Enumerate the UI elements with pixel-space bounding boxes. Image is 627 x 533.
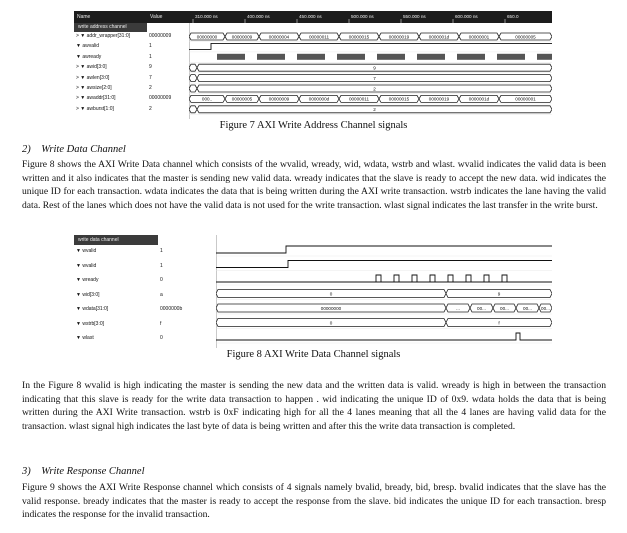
- figure7-row-0-value-label: 00000005: [515, 34, 536, 40]
- figure8-row-2-trace: [426, 275, 439, 282]
- signal-value: 00000009: [149, 33, 172, 39]
- section-heading-write-response: 3) Write Response Channel: [22, 466, 145, 477]
- signal-name: ▼ wid[3:0]: [76, 291, 100, 298]
- figure7-row-4-segment: [189, 75, 197, 82]
- signal-value: 9: [149, 64, 152, 71]
- signal-name: > ▼ awlen[3:0]: [76, 74, 110, 81]
- signal-name: ▼ awready: [76, 53, 102, 60]
- figure7-row-6-value-label: 00000019: [428, 96, 450, 102]
- signal-name: ▼ awvalid: [76, 43, 100, 50]
- figure7-row-6-value-label: 00000001: [515, 96, 536, 102]
- figure7-row-2-pulse: [497, 54, 525, 60]
- signal-name: > ▼ awid[3:0]: [76, 64, 107, 71]
- figure7-row-6-value-label: 0000001d: [468, 96, 490, 102]
- signal-value: 0000000b: [160, 306, 183, 312]
- signal-value: a: [160, 291, 163, 298]
- signal-name: ▼ wready: [76, 277, 99, 283]
- figure7-row-6-value-label: 00000005: [231, 96, 253, 102]
- figure8-row-2-trace: [408, 275, 421, 282]
- signal-name: > ▼ awaddr[31:0]: [76, 95, 116, 102]
- signal-name: ▼ wvalid: [76, 248, 97, 254]
- figure8-row-3-value-label: 9: [497, 291, 501, 297]
- figure8-row-2-trace: [462, 275, 475, 282]
- signal-value: 00000009: [149, 95, 172, 102]
- figure7-row-6-value-label: 0000000d: [308, 96, 330, 102]
- figure8-signal-traces: [216, 235, 552, 348]
- figure8-row-2-trace: [372, 275, 385, 282]
- figure7-row-6-value-label: 00000011: [348, 96, 370, 102]
- figure7-row-5-value-label: 2: [373, 86, 376, 92]
- figure8-row-4-value-label: 00...: [500, 305, 509, 311]
- figure7-row-0-value-label: 0000001d: [428, 34, 450, 40]
- figure7-row-4-value-label: 7: [373, 75, 376, 81]
- signal-value: 2: [149, 85, 152, 91]
- figure7-row-2-pulse: [297, 54, 325, 60]
- signal-value: 1: [149, 43, 152, 50]
- figure7-row-0-value-label: 00000000: [196, 34, 218, 40]
- value-column-header: Value: [147, 11, 189, 23]
- timeline-tick-label: 450.000 ns: [299, 14, 322, 19]
- figure8-row-3-value-label: 0: [329, 291, 333, 297]
- figure7-row-0-value-label: 00000019: [388, 34, 410, 40]
- signal-name: ▼ wdata[31:0]: [76, 306, 109, 312]
- timeline-tick-label: 400.000 ns: [247, 14, 270, 19]
- figure8-row-4-value-label: 00...: [523, 305, 532, 311]
- figure7-row-6-value-label: 000..: [201, 96, 213, 102]
- signal-name: > ▼ awsize[2:0]: [76, 85, 112, 91]
- figure7-row-7-segment: [189, 106, 197, 113]
- timeline-tick-label: 500.000 ns: [351, 14, 374, 19]
- timeline-tick-label: 650.0: [507, 14, 519, 19]
- figure8-row-0-trace: [216, 246, 552, 253]
- figure8-row-2-trace: [480, 275, 493, 282]
- paragraph-figure8-explanation: In the Figure 8 wvalid is high indicating the master is sending the new data and the written data is valid. wready is high in between the transaction indicating that this slave is ready for the write data transaction to happen . wid indicating the unique ID of 0x9. wdata holds the data that is being written during the AXI Write transaction. wstrb is 0xF indicating high for all the 4 lanes meaning that all the 4 lanes are having valid data for the transaction. wlast signal high indicates the last byte of data is being written and after this the write data transaction is completed.: [22, 380, 606, 432]
- signal-group-write-data: write data channel: [74, 235, 158, 245]
- figure7-row-0-value-label: 00000001: [468, 34, 490, 40]
- figure8-row-4-value-label: 00000000: [320, 305, 342, 311]
- figure8-row-2-trace: [498, 275, 511, 282]
- figure7-row-1-trace: [189, 43, 552, 49]
- timeline-tick-label: 310.000 ns: [195, 14, 218, 19]
- figure7-row-0-value-label: 00000004: [268, 34, 290, 40]
- signal-value: 1: [160, 248, 163, 254]
- figure7-row-6-value-label: 00000015: [388, 96, 410, 102]
- timeline-tick-label: 550.000 ns: [403, 14, 426, 19]
- signal-name: > ▼ addr_wrapper[31:0]: [76, 33, 131, 39]
- figure7-signal-traces: [189, 23, 552, 119]
- paragraph-write-response: Figure 9 shows the AXI Write Response channel which consists of 4 signals namely bvalid, bready, bid, bresp. bvalid indicates that the slave has the valid response. bready indicates that the master is ready to accept the response from the slave. bid indicates the unique ID for each transaction. bresp indicates the response for the invalid transaction.: [22, 482, 606, 521]
- figure8-row-2-trace: [390, 275, 403, 282]
- figure8-caption: Figure 8 AXI Write Data Channel signals: [226, 349, 401, 360]
- figure7-row-2-pulse: [537, 54, 552, 60]
- figure7-waveform: [74, 11, 552, 119]
- figure8-row-4-value-label: 00...: [541, 305, 550, 311]
- figure7-row-2-pulse: [457, 54, 485, 60]
- paragraph-write-data: Figure 8 shows the AXI Write Data channel which consists of the wvalid, wready, wid, wdata, wstrb and wlast. wvalid indicates the valid data is been written and it also indicates that the master is sending new valid data. wready indicates that the slave is ready to accept the new data. wid indicates the unique ID for each transaction. wdata indicates the data that is being written during the AXI write transaction. wstrb indicates the lane having the valid data. Rest of the lanes which does not have the valid data is not used for the write transaction. wlast signal indicates the last transfer in the write burst.: [22, 159, 606, 211]
- signal-value: 0: [160, 335, 163, 341]
- signal-value: 7: [149, 74, 152, 81]
- signal-value: 0: [160, 277, 163, 283]
- signal-name: ▼ wlast: [76, 335, 94, 341]
- figure7-row-2-pulse: [257, 54, 285, 60]
- signal-value: f: [160, 320, 162, 327]
- signal-name: ▼ wvalid: [76, 262, 97, 269]
- figure7-row-6-value-label: 00000009: [268, 96, 290, 102]
- figure7-row-2-pulse: [377, 54, 405, 60]
- signal-value: 2: [149, 105, 152, 112]
- signal-name: > ▼ awburst[1:0]: [76, 105, 114, 112]
- figure8-waveform: [74, 235, 552, 348]
- signal-name: ▼ wstrb[3:0]: [76, 320, 105, 327]
- section-heading-write-data: 2) Write Data Channel: [22, 144, 126, 155]
- figure7-row-0-value-label: 00000011: [308, 34, 330, 40]
- figure8-row-5-value-label: 0: [329, 320, 333, 326]
- figure7-row-5-segment: [189, 85, 197, 92]
- figure7-row-2-pulse: [217, 54, 245, 60]
- signal-value: 1: [160, 262, 163, 269]
- figure7-caption: Figure 7 AXI Write Address Channel signals: [219, 120, 408, 131]
- figure7-row-3-segment: [189, 64, 197, 71]
- figure7-row-2-pulse: [337, 54, 365, 60]
- figure8-row-4-value-label: 00...: [477, 305, 486, 311]
- timeline-ruler: [189, 11, 552, 23]
- figure8-row-5-value-label: f: [498, 320, 500, 326]
- signal-value: 1: [149, 53, 152, 60]
- timeline-tick-label: 600.000 ns: [455, 14, 478, 19]
- name-column-header: Name: [74, 11, 147, 23]
- figure8-row-6-trace: [216, 333, 552, 340]
- figure7-row-0-value-label: 00000015: [348, 34, 370, 40]
- figure8-row-4-value-label: ...: [456, 305, 460, 311]
- figure7-row-2-pulse: [417, 54, 445, 60]
- figure7-row-0-value-label: 00000009: [231, 34, 253, 40]
- figure7-row-3-value-label: 9: [373, 65, 376, 71]
- figure7-row-7-value-label: 2: [373, 107, 376, 113]
- signal-group-write-address: write address channel: [74, 23, 147, 32]
- figure8-row-1-trace: [216, 261, 552, 268]
- figure8-row-2-trace: [444, 275, 457, 282]
